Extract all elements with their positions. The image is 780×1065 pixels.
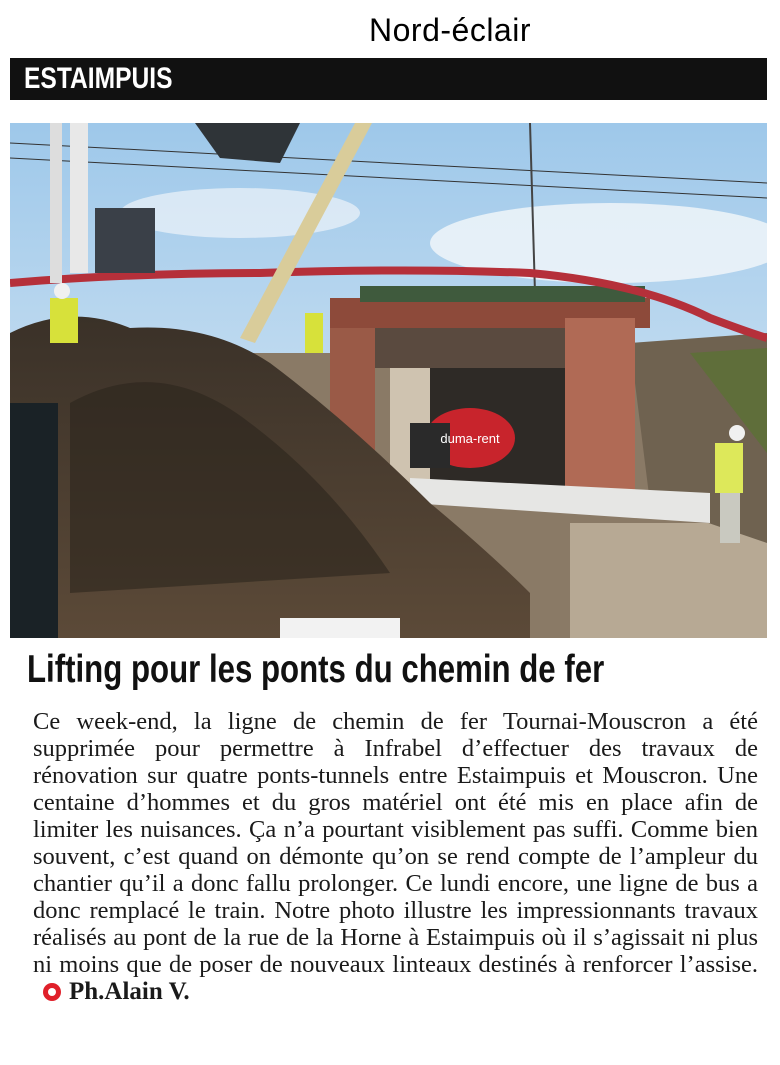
photo-credit-icon <box>43 983 61 1001</box>
construction-site-illustration <box>10 123 767 638</box>
article-body-text: Ce week-end, la ligne de chemin de fer Tournai-Mouscron a été supprimée pour permettre à Infrabel d’effectuer des travaux de rénovation sur quatre ponts-tunnels entre Estaimpuis et Mouscron. Une centaine d’hommes et du gros matériel ont été mis en place afin de limiter les nuisances. Ça n’a pourtant visiblement pas suffi. Comme bien souvent, c’est quand on démonte qu’on se rend compte de l’ampleur du chantier qu’il a donc fallu prolonger. Ce lundi encore, une ligne de bus a donc remplacé le train. Notre photo illustre les impressionnants travaux réalisés au pont de la rue de la Horne à Estaimpuis où il s’agissait ni plus ni moins que de poser de nouveaux linteaux destinés à renforcer l’assise. <box>33 708 758 978</box>
newspaper-masthead: Nord-éclair <box>369 12 531 48</box>
machine-logo-text: duma-rent <box>440 431 500 446</box>
section-label: ESTAIMPUIS <box>24 62 173 95</box>
article-photo <box>10 123 767 638</box>
photo-credit: Ph.Alain V. <box>69 978 190 1005</box>
article-headline: Lifting pour les ponts du chemin de fer <box>27 648 605 691</box>
article-body <box>33 708 758 1005</box>
section-bar <box>10 58 767 100</box>
